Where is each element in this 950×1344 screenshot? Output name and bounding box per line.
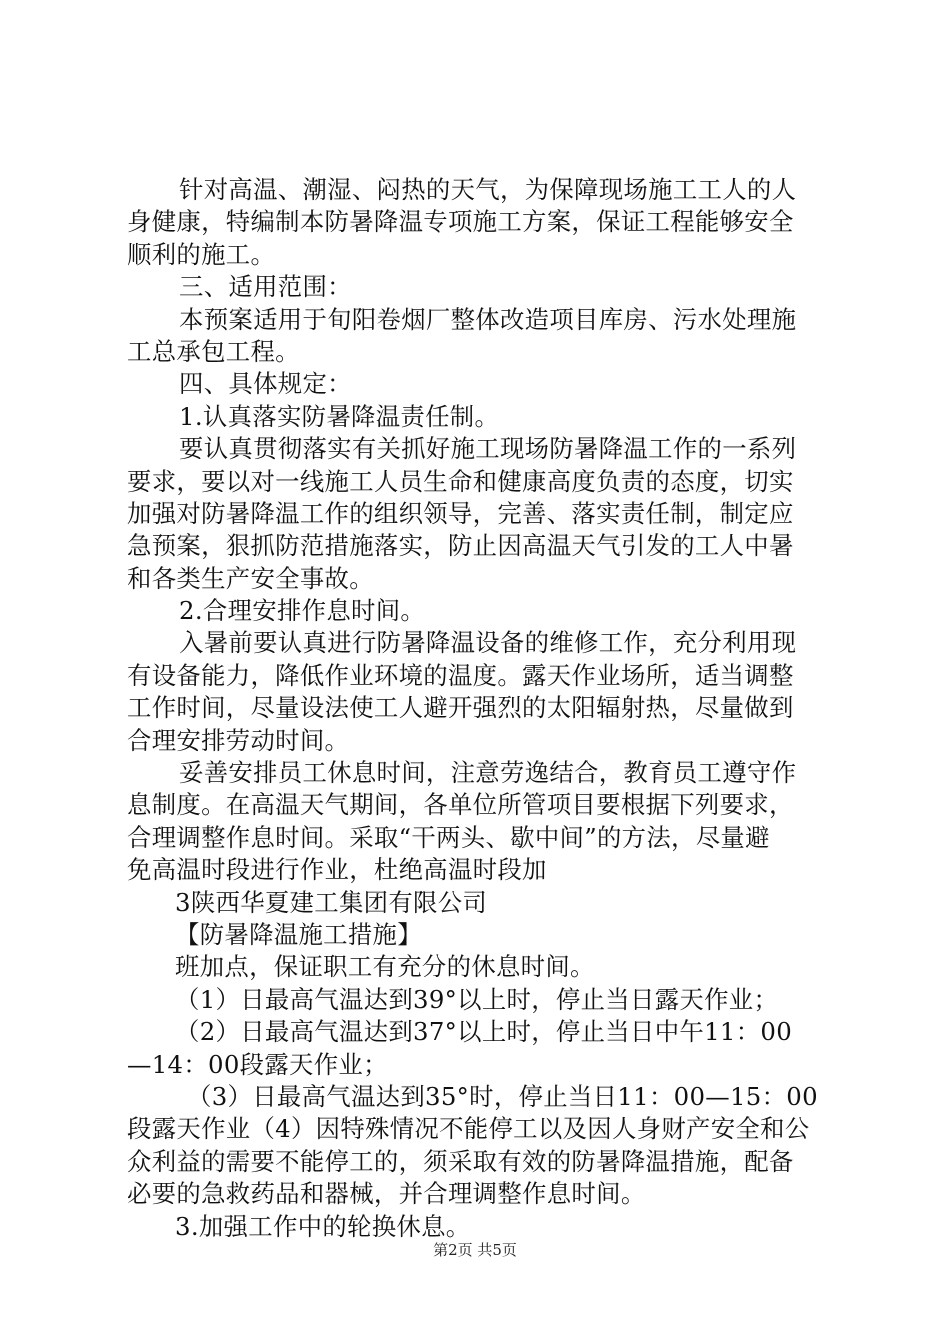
paragraph-line: 合理调整作息时间。采取“干两头、歇中间”的方法，尽量避 — [127, 822, 770, 852]
list-item-continuation: 必要的急救药品和器械，并合理调整作息时间。 — [127, 1179, 646, 1209]
subsection-heading: 2.合理安排作息时间。 — [179, 596, 426, 626]
subsection-heading: 3.加强工作中的轮换休息。 — [175, 1211, 471, 1241]
section-heading: 三、适用范围： — [179, 272, 352, 302]
paragraph-line: 班加点，保证职工有充分的休息时间。 — [175, 952, 595, 982]
page-number-footer: 第2页 共5页 — [433, 1241, 517, 1259]
paragraph-line: 工作时间，尽量设法使工人避开强烈的太阳辐射热，尽量做到 — [127, 693, 794, 723]
document-title-line: 【防暑降温施工措施】 — [175, 919, 422, 949]
paragraph-line: 免高温时段进行作业，杜绝高温时段加 — [127, 855, 547, 885]
list-item-continuation: 众利益的需要不能停工的，须采取有效的防暑降温措施，配备 — [127, 1146, 794, 1176]
paragraph-line: 要认真贯彻落实有关抓好施工现场防暑降温工作的一系列 — [179, 434, 797, 464]
paragraph-line: 顺利的施工。 — [127, 239, 276, 269]
paragraph-line: 妥善安排员工休息时间，注意劳逸结合，教育员工遵守作 — [179, 758, 797, 788]
paragraph-line: 要求，要以对一线施工人员生命和健康高度负责的态度，切实 — [127, 466, 794, 496]
subsection-heading: 1.认真落实防暑降温责任制。 — [179, 401, 500, 431]
paragraph-line: 工总承包工程。 — [127, 336, 300, 366]
paragraph-line: 急预案，狠抓防范措施落实，防止因高温天气引发的工人中暑 — [127, 531, 794, 561]
paragraph-line: 本预案适用于旬阳卷烟厂整体改造项目库房、污水处理施 — [179, 304, 797, 334]
paragraph-line: 针对高温、潮湿、闷热的天气，为保障现场施工工人的人 — [179, 175, 797, 204]
list-item-continuation: 段露天作业（4）因特殊情况不能停工以及因人身财产安全和公 — [127, 1114, 810, 1144]
list-item: （1）日最高气温达到39°以上时，停止当日露天作业； — [175, 984, 779, 1014]
section-heading: 四、具体规定： — [179, 369, 352, 399]
list-item-continuation: —14：00段露天作业； — [127, 1049, 388, 1079]
paragraph-line: 和各类生产安全事故。 — [127, 563, 374, 593]
paragraph-line: 息制度。在高温天气期间，各单位所管项目要根据下列要求， — [127, 790, 794, 820]
list-item: （2）日最高气温达到37°以上时，停止当日中午11：00 — [175, 1017, 793, 1047]
company-name-line: 3陕西华夏建工集团有限公司 — [175, 887, 488, 917]
paragraph-line: 身健康，特编制本防暑降温专项施工方案，保证工程能够安全 — [127, 207, 794, 237]
list-item: （3）日最高气温达到35°时，停止当日11：00—15：00 — [187, 1081, 818, 1111]
paragraph-line: 合理安排劳动时间。 — [127, 725, 350, 755]
document-body — [127, 174, 833, 1243]
paragraph-line: 入暑前要认真进行防暑降温设备的维修工作，充分利用现 — [179, 628, 797, 658]
paragraph-line: 加强对防暑降温工作的组织领导，完善、落实责任制，制定应 — [127, 498, 794, 528]
paragraph-line: 有设备能力，降低作业环境的温度。露天作业场所，适当调整 — [127, 660, 794, 690]
